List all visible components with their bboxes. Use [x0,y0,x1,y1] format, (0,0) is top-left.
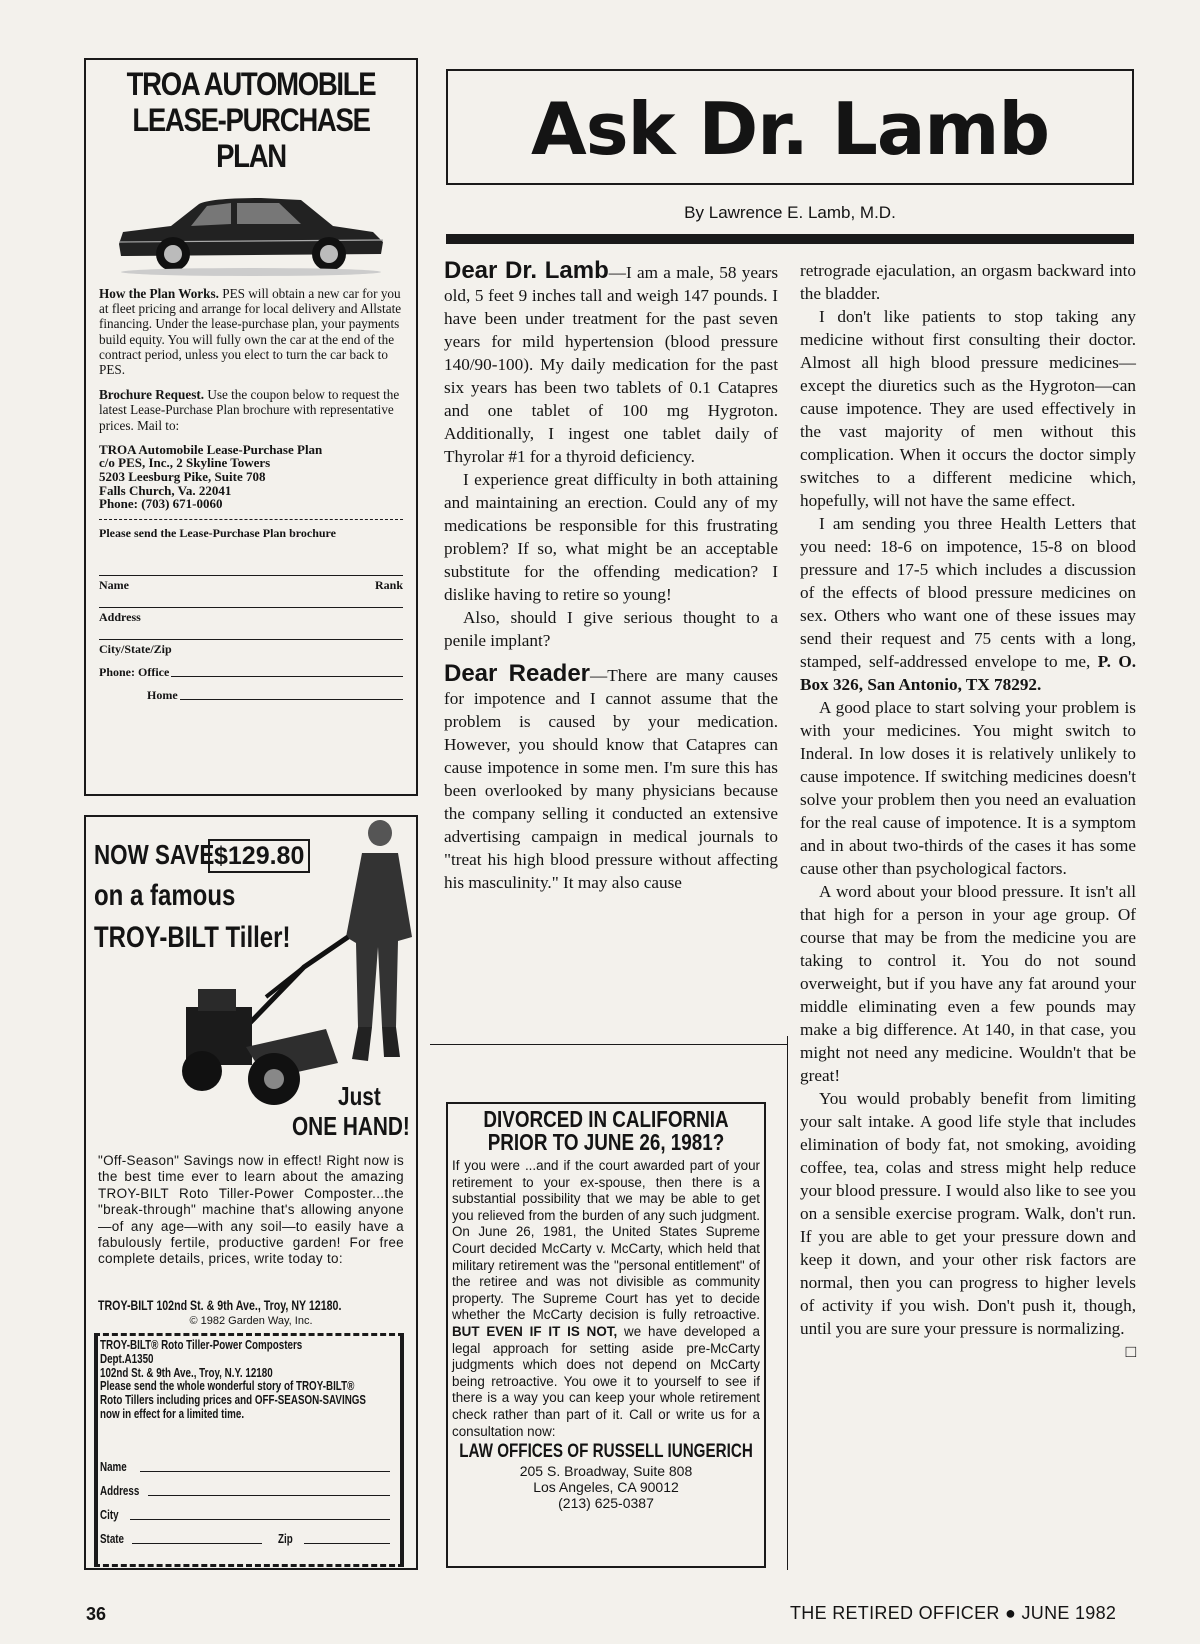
firm-address-1: 205 S. Broadway, Suite 808 [519,1463,693,1480]
troy-address: TROY-BILT 102nd St. & 9th Ave., Troy, NY 12180. [98,1297,342,1313]
troy-address-label: Address [100,1484,140,1498]
article-column-1 [444,259,778,894]
law-firm-name: LAW OFFICES OF RUSSELL IUNGERICH [459,1441,753,1463]
troa-title-line2: LEASE-PURCHASE PLAN [132,102,370,174]
divorce-body: If you were ...and if the court awarded part of your retirement to your ex-spouse, then there is a substantial possibility that we may be able to get you relieved from the burden of any such judgment. On June 26, 1981, the United States Supreme Court decided McCarty v. McCarty, which held that military retirement was the "personal entitlement" of the retiree and was not divisible as community property. The Supreme Court has yet to decide whether the McCarty decision is fully retroactive. BUT EVEN IF IT IS NOT, we have developed a legal approach for setting aside pre-McCarty judgments which does not depend on McCarty being retroactive. You owe it to yourself to see if there is a way you can keep your whole retirement check rather than part of it. Call or write us for a consultation now: [452,1158,760,1439]
troa-lease-ad [84,58,418,796]
troy-headline-line2: on a famous [94,879,236,912]
copyright-text: © 1982 Garden Way, Inc. [189,1315,313,1327]
just-text: Just [338,1081,381,1111]
column-title-box [446,69,1134,185]
letter-paragraph: Dear Dr. Lamb—I am a male, 58 years old, 5 feet 9 inches tall and weigh 147 pounds. I have been under treatment for the past seven years for mild hypertension (blood pressure 140/90-100). My daily medication for the past six years has been two tablets of 0.1 Catapres and one tablet of 100 mg Hygroton. Additionally, I ingest one tablet daily of Thyrolar #1 for a thyroid deficiency. [444,257,779,466]
divorce-law-ad [446,1102,766,1568]
end-mark: □ [1125,1342,1136,1361]
reply-paragraph: A good place to start solving your problem is with your medicines. You might switch to Inderal. In low doses it is relatively unlikely to cause impotence. If switching medicines doesn't solve your problem then you need an evaluation for the real cause of impotence. It is a symptom and in about two-thirds of the cases it has some cause other than psychological factors. [800,698,1136,878]
troy-body-text: "Off-Season" Savings now in effect! Right now is the best time ever to learn about the amazing TROY-BILT Roto Tiller-Power Composter...the "break-through" machine that's allowing anyone —of any age—with any soil—to easily have a fabulously fertile, productive garden! For free complete details, prices, write today to: [98,1153,404,1267]
letter-paragraph: I experience great difficulty in both attaining and maintaining an erection. Could any of my medications be responsible for this frustrating problem? If so, what might be an acceptable substitute for the offending medication? I dislike having to retire so young! [444,470,778,604]
troy-state-label: State [100,1532,125,1546]
troy-headline-line3: TROY-BILT Tiller! [94,921,291,954]
page-number: 36 [86,1604,107,1624]
phone-office-label: Phone: Office [99,664,170,679]
name-field-label: Name [99,577,129,592]
how-it-works-text: How the Plan Works. PES will obtain a new car for you at fleet pricing and arrange for local delivery and Allstate financing. Under the lease-purchase plan, your payments build equity. You will fully own the car at the end of the contract period, unless you elect to turn the car back to PES. [99,286,402,378]
city-state-zip-label: City/State/Zip [99,641,172,656]
address-field-label: Address [99,609,141,624]
firm-address-2: Los Angeles, CA 90012 [533,1479,679,1496]
column-divider-h [430,1044,788,1045]
troa-mail-address: TROA Automobile Lease-Purchase Plan c/o PES, Inc., 2 Skyline Towers 5203 Leesburg Pike, Suite 708 Falls Church, Va. 22041 Phone: (703) 671-0060 [99,441,323,512]
divorce-headline-2: PRIOR TO JUNE 26, 1981? [487,1129,725,1155]
one-hand-text: ONE HAND! [292,1111,410,1141]
reply-paragraph: I am sending you three Health Letters that you need: 18-6 on impotence, 15-8 on blood pressure and 17-5 which includes a discussion of the effects of blood pressure medicines on sex. Others who want one of these issues may send their request and 75 cents with a long, stamped, self-addressed envelope to me, P. O. Box 326, San Antonio, TX 78292. [800,514,1136,694]
reply-paragraph: A word about your blood pressure. It isn't all that high for a person in your age group. Of course that may be from the medicine you are taking to control it. You do not sound overweight, but if you have any fat around your middle eliminating even a few pounds may make a big difference. At 140, in that case, you might not need any medicine. Wouldn't that be great! [800,882,1136,1085]
column-title: Ask Dr. Lamb [531,87,1049,171]
reply-paragraph: You would probably benefit from limiting your salt intake. A good life style that includes elimination of body fat, not smoking, avoiding coffee, tea, colas and stress might help reduce your blood pressure. I would also like to see you on a sensible exercise program. Walk, don't run. If you are able to get your pressure down and keep it down, and your other risk factors are normal, then you can progress to higher levels of activity if you wish. Don't push it, though, until you are sure your pressure is normalizing. □ [800,1089,1136,1361]
header-rule [446,234,1134,244]
reply-paragraph: retrograde ejaculation, an orgasm backward into the bladder. [800,261,1136,303]
troy-name-label: Name [100,1460,127,1474]
troy-zip-label: Zip [278,1532,293,1546]
rank-field-label: Rank [374,577,403,592]
car-illustration [111,192,391,278]
firm-phone: (213) 625-0387 [558,1495,654,1512]
article-column-2 [800,259,1136,1363]
reply-paragraph: I don't like patients to stop taking any medicine without first consulting their doctor. Almost all high blood pressure medicines—except the diuretics such as the Hygroton—can cause impotence. They are used effectively in the vast majority of men without this complication. When it occurs the doctor simply switches to a different medicine which, hopefully, will not have the same effect. [800,307,1136,510]
column-divider-v [787,1036,788,1570]
divorce-headline-1: DIVORCED IN CALIFORNIA [483,1106,729,1132]
price-badge: $129.80 [208,839,310,873]
troy-coupon-text: TROY-BILT® Roto Tiller-Power Composters Dept.A1350 102nd St. & 9th Ave., Troy, N.Y. 12180 Please send the whole wonderful story of TROY-BILT® Roto Tillers including prices and OFF-SEASON-SAVINGS now in effect for a limited time. [100,1338,366,1421]
publication-footer: THE RETIRED OFFICER ● JUNE 1982 [790,1603,1117,1623]
byline: By Lawrence E. Lamb, M.D. [684,203,896,222]
letter-paragraph: Also, should I give serious thought to a penile implant? [444,608,778,650]
troa-title-line1: TROA AUTOMOBILE [126,66,376,102]
phone-home-label: Home [147,687,178,702]
troy-bilt-ad [84,815,418,1570]
troy-city-label: City [100,1508,119,1522]
brochure-request-line: Please send the Lease-Purchase Plan brochure [99,525,336,540]
brochure-request-text: Brochure Request. Use the coupon below to request the latest Lease-Purchase Plan brochure with representative prices. Mail to: [99,387,400,433]
now-save-text: NOW SAVE [94,839,215,870]
reply-paragraph: Dear Reader—There are many causes for impotence and I cannot assume that the problem is caused by your medication. However, you should know that Catapres can cause impotence in some men. I'm sure this has been overlooked by many physicians because the company selling it conducted an extensive advertising campaign in medical journals to "treat his high blood pressure without affecting his masculinity." It may also cause [444,660,778,892]
cut-line [99,519,403,520]
